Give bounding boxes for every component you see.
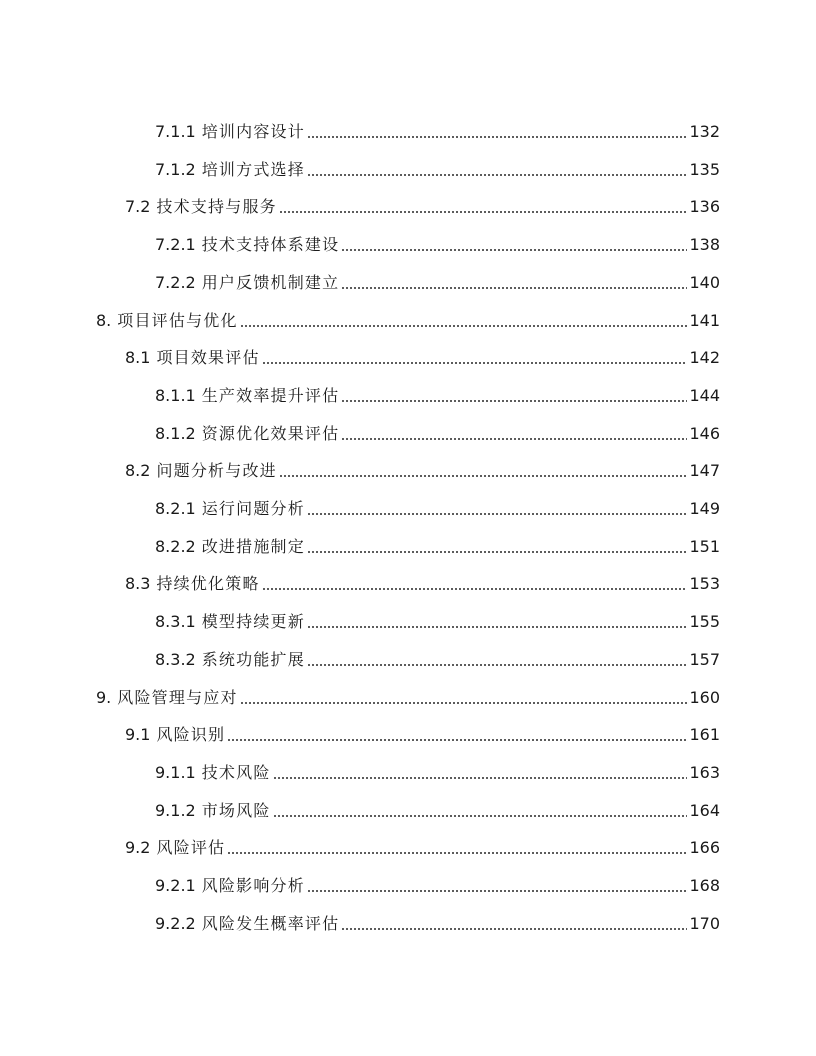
toc-entry-title: 培训内容设计: [201, 122, 305, 141]
dot-leader: [307, 500, 688, 516]
toc-entry-page-number: 164: [689, 800, 720, 820]
toc-entry-title: 持续优化策略: [156, 574, 260, 594]
toc-entry-number: 8.1.2: [155, 423, 196, 443]
toc-entry-page-number: 132: [689, 122, 720, 141]
toc-entry-title: 项目评估与优化: [117, 310, 238, 330]
toc-entry-title: 风险影响分析: [201, 876, 305, 895]
toc-entry-page-number: 147: [689, 461, 720, 481]
toc-entry[interactable]: [155, 905, 720, 943]
toc-entry[interactable]: [125, 829, 720, 867]
toc-entry-page-number: 157: [689, 649, 720, 669]
dot-leader: [307, 123, 688, 139]
toc-entry-title: 生产效率提升评估: [201, 385, 340, 405]
toc-entry-number: 9.1.2: [155, 800, 196, 820]
dot-leader: [307, 538, 688, 554]
toc-entry-number: 9.: [96, 687, 112, 707]
toc-entry-page-number: 151: [689, 536, 720, 556]
dot-leader: [341, 236, 687, 252]
toc-entry-title: 培训方式选择: [201, 159, 305, 179]
toc-entry-title: 市场风险: [201, 800, 271, 820]
toc-entry-number: 8.3.1: [155, 612, 196, 632]
toc-entry[interactable]: [155, 490, 720, 528]
toc-entry[interactable]: [125, 188, 720, 226]
dot-leader: [240, 312, 688, 328]
dot-leader: [341, 387, 687, 403]
toc-entry-title: 问题分析与改进: [156, 461, 277, 481]
toc-entry-page-number: 163: [689, 762, 720, 782]
toc-entry-title: 运行问题分析: [201, 499, 305, 518]
toc-entry[interactable]: [155, 603, 720, 641]
toc-entry-title: 风险管理与应对: [117, 687, 238, 707]
toc-entry-page-number: 168: [689, 876, 720, 895]
toc-entry-number: 9.1: [125, 725, 151, 745]
toc-entry-number: 8.2: [125, 461, 151, 481]
toc-entry[interactable]: [155, 415, 720, 453]
toc-entry[interactable]: [96, 302, 720, 340]
dot-leader: [307, 877, 688, 893]
toc-entry-title: 项目效果评估: [156, 348, 260, 368]
toc-entry[interactable]: [155, 151, 720, 189]
toc-entry[interactable]: [125, 716, 720, 754]
toc-entry[interactable]: [96, 679, 720, 717]
toc-entry-number: 9.2.1: [155, 876, 196, 895]
dot-leader: [262, 575, 688, 591]
toc-entry[interactable]: [155, 641, 720, 679]
toc-entry-title: 资源优化效果评估: [201, 423, 340, 443]
toc-entry-page-number: 161: [689, 725, 720, 745]
toc-entry-page-number: 153: [689, 574, 720, 594]
toc-entry[interactable]: [155, 113, 720, 151]
toc-entry-number: 7.2: [125, 197, 151, 217]
toc-entry-title: 用户反馈机制建立: [201, 272, 340, 292]
toc-entry[interactable]: [155, 792, 720, 830]
toc-entry-page-number: 146: [689, 423, 720, 443]
toc-entry[interactable]: [155, 528, 720, 566]
toc-entry-number: 7.1.2: [155, 159, 196, 179]
toc-entry[interactable]: [155, 867, 720, 905]
toc-entry[interactable]: [125, 452, 720, 490]
toc-entry-title: 模型持续更新: [201, 612, 305, 632]
toc-entry-page-number: 135: [689, 159, 720, 179]
toc-entry-page-number: 160: [689, 687, 720, 707]
toc-entry-number: 9.1.1: [155, 762, 196, 782]
toc-entry-page-number: 142: [689, 348, 720, 368]
dot-leader: [240, 689, 688, 705]
toc-entry-number: 8.2.2: [155, 536, 196, 556]
toc-entry-number: 8.1.1: [155, 385, 196, 405]
toc-entry-number: 7.1.1: [155, 122, 196, 141]
toc-entry-title: 改进措施制定: [201, 536, 305, 556]
toc-entry-number: 9.2.2: [155, 913, 196, 933]
dot-leader: [307, 651, 688, 667]
toc-entry-page-number: 155: [689, 612, 720, 632]
toc-entry[interactable]: [125, 339, 720, 377]
toc-entry-number: 8.3.2: [155, 649, 196, 669]
toc-entry-page-number: 144: [689, 385, 720, 405]
dot-leader: [262, 349, 688, 365]
dot-leader: [273, 802, 688, 818]
dot-leader: [341, 425, 687, 441]
toc-entry-title: 风险评估: [156, 838, 226, 858]
dot-leader: [307, 161, 688, 177]
dot-leader: [273, 764, 688, 780]
toc-entry-title: 风险识别: [156, 725, 226, 745]
toc-entry-page-number: 149: [689, 499, 720, 518]
dot-leader: [227, 726, 687, 742]
toc-entry-title: 技术支持体系建设: [201, 235, 340, 255]
toc-entry-page-number: 136: [689, 197, 720, 217]
dot-leader: [279, 198, 688, 214]
toc-entry-page-number: 140: [689, 272, 720, 292]
toc-entry-title: 系统功能扩展: [201, 649, 305, 669]
toc-entry-page-number: 166: [689, 838, 720, 858]
toc-entry-number: 8.2.1: [155, 499, 196, 518]
dot-leader: [341, 915, 687, 931]
toc-entry-title: 技术风险: [201, 762, 271, 782]
toc-entry-number: 8.3: [125, 574, 151, 594]
toc-entry-page-number: 170: [689, 913, 720, 933]
toc-entry[interactable]: [125, 565, 720, 603]
toc-entry-number: 8.1: [125, 348, 151, 368]
toc-entry-number: 7.2.2: [155, 272, 196, 292]
toc-entry-page-number: 138: [689, 235, 720, 255]
toc-entry[interactable]: [155, 377, 720, 415]
dot-leader: [227, 839, 687, 855]
dot-leader: [279, 462, 688, 478]
toc-entry[interactable]: [155, 264, 720, 302]
toc-entry-number: 9.2: [125, 838, 151, 858]
toc-entry-title: 风险发生概率评估: [201, 913, 340, 933]
dot-leader: [341, 274, 687, 290]
toc-entry[interactable]: [155, 754, 720, 792]
toc-entry-number: 7.2.1: [155, 235, 196, 255]
toc-entry-number: 8.: [96, 310, 112, 330]
toc-entry-title: 技术支持与服务: [156, 197, 277, 217]
toc-entry-page-number: 141: [689, 310, 720, 330]
toc-entry[interactable]: [155, 226, 720, 264]
dot-leader: [307, 613, 688, 629]
